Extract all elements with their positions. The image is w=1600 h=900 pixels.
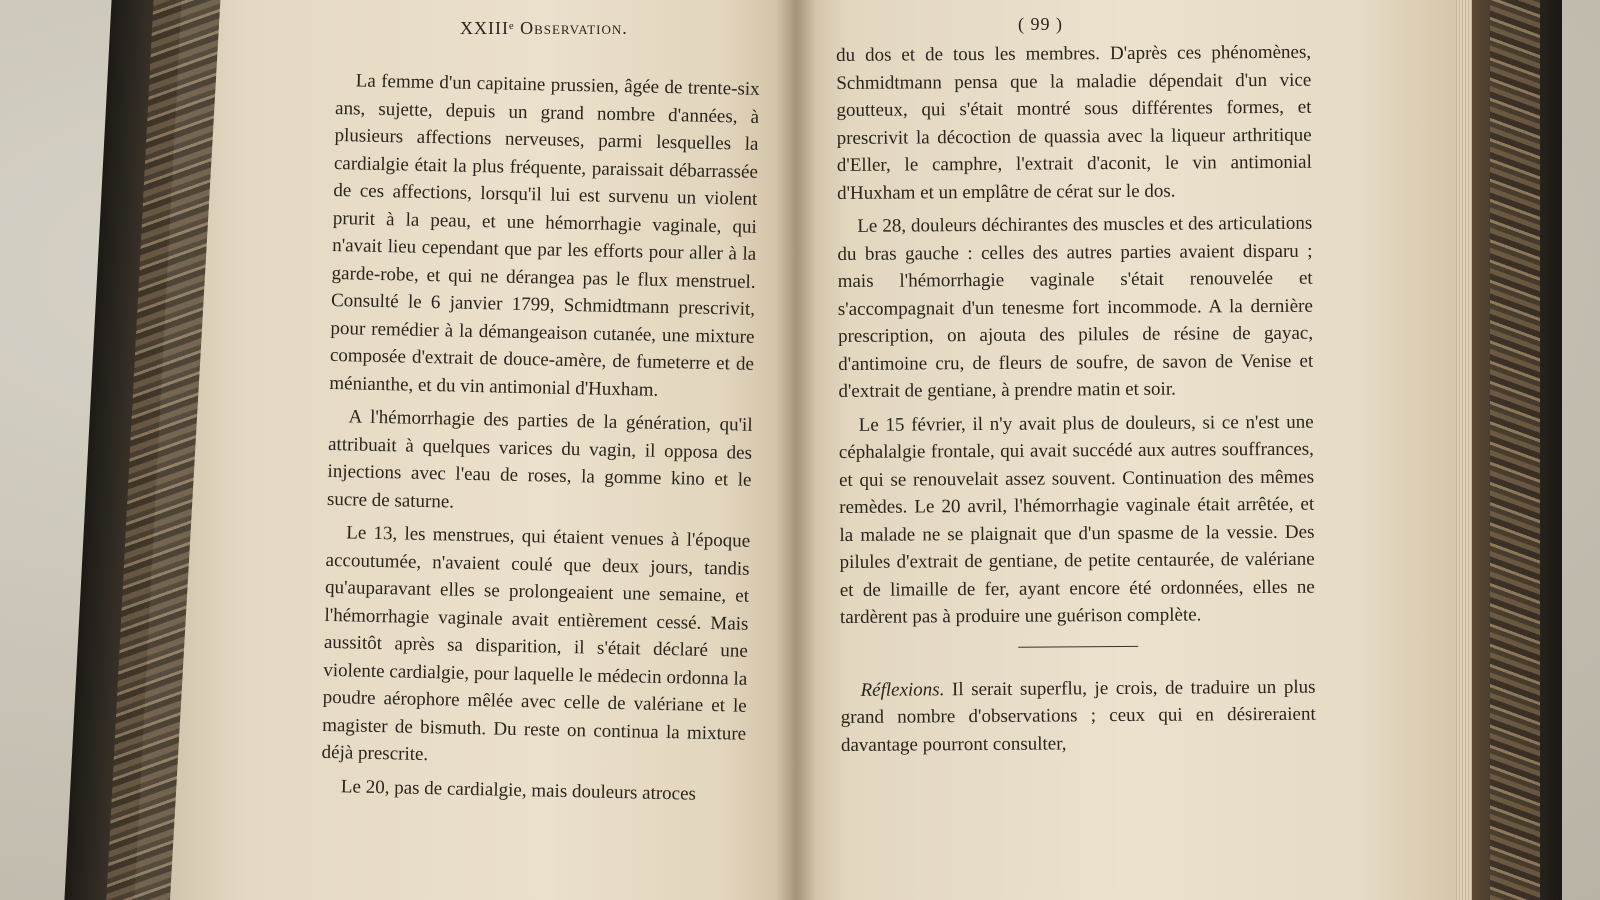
paragraph: Le 13, les menstrues, qui étaient venues à l'époque accoutumée, n'avaient coulé que deux jours, tandis qu'auparavant elles se prolongeaient une semaine, et l'hémorrhagie vaginale avait entièrement cessé. Mais aussitôt après sa disparition, il s'était déclaré une violente cardialgie, pour laquelle le médecin ordonna la poudre aérophore mêlée avec celle de valériane et le magister de bismuth. Du reste on continua la mixture déjà prescrite. <box>321 522 751 766</box>
paragraph: Le 28, douleurs déchirantes des muscles et des articulations du bras gauche : celles des autres parties avaient disparu ; mais l'hémorrhagie vaginale s'était renouvelée et s'accompagnait d'un tenesme fort incommode. A la dernière prescription, on ajouta des pilules de résine de gayac, d'antimoine cru, de fleurs de soufre, de savon de Venise et d'extrait de gentiane, à prendre matin et soir. <box>837 212 1314 402</box>
marbled-board-right <box>1490 0 1540 900</box>
paragraph: du dos et de tous les membres. D'après ces phénomènes, Schmidtmann pensa que la maladie dépendait d'un vice goutteux, qui s'était montré sous différentes formes, et prescrivit la décoction de quassia avec la liqueur arthritique d'Eller, le camphre, l'extrait d'aconit, le vin antimonial d'Huxham et un emplâtre de cérat sur le dos. <box>836 41 1312 204</box>
left-running-head: XXIIIᵉ Observation. <box>460 18 628 38</box>
reflexions-text: Il serait superflu, je crois, de traduire un plus grand nombre d'observations ; ceux qui en désireraient davantage pourront consulter, <box>840 676 1316 756</box>
left-page-text <box>321 67 760 815</box>
reflexions-paragraph <box>840 673 1316 759</box>
page-number: ( 99 ) <box>1018 14 1063 34</box>
paragraph: La femme d'un capitaine prussien, âgée de trente-six ans, sujette, depuis un grand nombre d'années, à plusieurs affections nerveuses, parmi lesquelles la cardialgie était la plus fréquente, paraissait débarrassée de ces affections, lorsqu'il lui est survenu un violent prurit à la peau, et une hémorrhagie vaginale, qui n'avait lieu cependant que par les efforts pour aller à la garde-robe, et qui ne dérangea pas le flux menstruel. Consulté le 6 janvier 1799, Schmidtmann prescrivit, pour remédier à la démangeaison cutanée, une mixture composée d'extrait de douce-amère, de fumeterre et de ménianthe, et du vin antimonial d'Huxham. <box>329 70 760 401</box>
paragraph: Le 15 février, il n'y avait plus de douleurs, si ce n'est une céphalalgie frontale, qui avait succédé aux autres souffrances, et qui se renouvelait assez souvent. Continuation des mêmes remèdes. Le 20 avril, l'hémorrhagie vaginale était arrêtée, et la malade ne se plaignait que d'un spasme de la vessie. Des pilules d'extrait de gentiane, de petite centaurée, de valériane et de limaille de fer, ayant encore été ordonnées, elles ne tardèrent pas à produire une guérison complète. <box>838 411 1315 628</box>
reflexions-label: Réflexions. <box>860 678 945 701</box>
paragraph: A l'hémorrhagie des parties de la génération, qu'il attribuait à quelques varices du vagin, il opposa des injections avec l'eau de roses, la gomme kino et le sucre de saturne. <box>326 406 753 513</box>
right-page-text <box>836 39 1316 765</box>
book-gutter <box>776 0 816 900</box>
section-divider <box>1018 645 1138 647</box>
paragraph: Le 20, pas de cardialgie, mais douleurs atroces <box>340 775 697 805</box>
